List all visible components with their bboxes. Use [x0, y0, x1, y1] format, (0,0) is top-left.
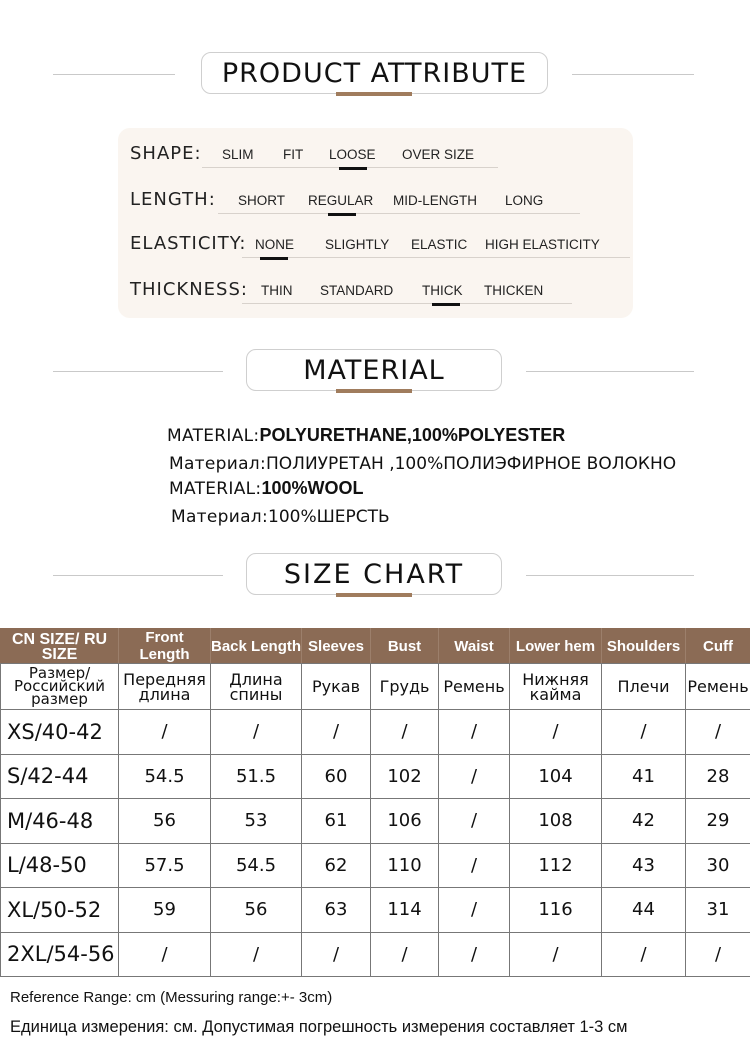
measurement-cell: /	[439, 710, 510, 755]
product-attribute-banner	[0, 44, 750, 104]
measurement-cell: 108	[510, 799, 602, 844]
measurement-cell: /	[510, 932, 602, 977]
table-row	[1, 888, 750, 933]
column-header: Front Length	[119, 629, 211, 664]
measurement-cell: 62	[302, 843, 371, 888]
title-accent-bar	[336, 389, 412, 393]
divider-left	[53, 575, 223, 576]
attribute-option-selected: NONE	[255, 237, 295, 252]
measurement-cell: 53	[211, 799, 302, 844]
measurement-cell: /	[602, 710, 686, 755]
measurement-cell: /	[439, 888, 510, 933]
size-cell: 2XL/54-56	[1, 932, 119, 977]
divider-right	[572, 74, 694, 75]
divider-right	[526, 371, 694, 372]
section-title-size-chart: SIZE CHART	[246, 553, 502, 595]
measurement-cell: 41	[602, 754, 686, 799]
attribute-label: SHAPE:	[130, 143, 202, 164]
attribute-rule	[218, 213, 580, 214]
measurement-cell: /	[119, 932, 211, 977]
column-header: Sleeves	[302, 629, 371, 664]
attribute-option-selected: THICK	[422, 283, 463, 298]
material-line	[169, 453, 676, 474]
attribute-row-shape	[130, 138, 630, 168]
title-accent-bar	[336, 92, 412, 96]
attribute-option: MID-LENGTH	[393, 193, 477, 208]
material-banner	[0, 341, 750, 401]
material-key: Материал:	[171, 507, 268, 527]
reference-range-note: Reference Range: cm (Messuring range:+- 3cm)	[10, 989, 333, 1006]
material-line	[167, 425, 565, 446]
attribute-row-elasticity	[130, 228, 630, 258]
column-header-ru: Грудь	[371, 664, 439, 710]
size-cell: XL/50-52	[1, 888, 119, 933]
attribute-option: STANDARD	[320, 283, 394, 298]
measurement-cell: 57.5	[119, 843, 211, 888]
attribute-option-selected: REGULAR	[308, 193, 374, 208]
measurement-cell: 114	[371, 888, 439, 933]
divider-right	[526, 575, 694, 576]
table-row	[1, 932, 750, 977]
divider-left	[53, 371, 223, 372]
measurement-cell: 60	[302, 754, 371, 799]
column-header-ru: Плечи	[602, 664, 686, 710]
measurement-cell: /	[686, 710, 750, 755]
measurement-cell: /	[439, 843, 510, 888]
attribute-option: LONG	[505, 193, 544, 208]
table-header-row-ru	[1, 664, 750, 710]
size-cell: L/48-50	[1, 843, 119, 888]
measurement-cell: /	[119, 710, 211, 755]
table-row	[1, 843, 750, 888]
size-chart-table	[0, 628, 750, 977]
measurement-cell: 44	[602, 888, 686, 933]
section-title-material: MATERIAL	[246, 349, 502, 391]
measurement-cell: 106	[371, 799, 439, 844]
measurement-cell: 31	[686, 888, 750, 933]
measurement-cell: 61	[302, 799, 371, 844]
attribute-option: SLIM	[222, 147, 254, 162]
attribute-label: ELASTICITY:	[130, 233, 247, 254]
measurement-cell: /	[302, 932, 371, 977]
column-header-ru: Передняя длина	[119, 664, 211, 710]
measurement-cell: 51.5	[211, 754, 302, 799]
table-row	[1, 754, 750, 799]
measurement-cell: 104	[510, 754, 602, 799]
measurement-cell: 42	[602, 799, 686, 844]
measurement-cell: 116	[510, 888, 602, 933]
measurement-cell: 56	[119, 799, 211, 844]
column-header-ru: Ремень	[439, 664, 510, 710]
attribute-option: FIT	[283, 147, 304, 162]
material-key: MATERIAL:	[167, 426, 260, 446]
attribute-row-length	[130, 184, 630, 214]
section-title-product-attribute: PRODUCT ATTRIBUTE	[201, 52, 548, 94]
measurement-cell: /	[211, 710, 302, 755]
measurement-cell: /	[510, 710, 602, 755]
attribute-option: SLIGHTLY	[325, 237, 390, 252]
material-value: POLYURETHANE,100%POLYESTER	[259, 425, 566, 445]
column-header: CN SIZE/ RU SIZE	[1, 629, 119, 664]
measurement-cell: 54.5	[211, 843, 302, 888]
measurement-cell: 29	[686, 799, 750, 844]
measurement-cell: /	[439, 799, 510, 844]
selected-marker	[432, 303, 460, 306]
attribute-option: THICKEN	[484, 283, 544, 298]
column-header-ru: Ремень	[686, 664, 750, 710]
attribute-option: THIN	[261, 283, 293, 298]
column-header: Cuff	[686, 629, 750, 664]
column-header: Shoulders	[602, 629, 686, 664]
material-key: Материал:	[169, 454, 266, 474]
column-header: Waist	[439, 629, 510, 664]
measurement-cell: /	[439, 754, 510, 799]
measurement-cell: /	[602, 932, 686, 977]
measurement-cell: 110	[371, 843, 439, 888]
attribute-option: ELASTIC	[411, 237, 468, 252]
measurement-cell: /	[211, 932, 302, 977]
column-header-ru: Рукав	[302, 664, 371, 710]
measurement-cell: /	[439, 932, 510, 977]
selected-marker	[260, 257, 288, 260]
attribute-option-selected: LOOSE	[329, 147, 376, 162]
attribute-option: SHORT	[238, 193, 286, 208]
measurement-cell: 112	[510, 843, 602, 888]
size-chart-banner	[0, 545, 750, 605]
measurement-cell: 43	[602, 843, 686, 888]
divider-left	[53, 74, 175, 75]
table-row	[1, 799, 750, 844]
attribute-option: HIGH ELASTICITY	[485, 237, 600, 252]
measurement-cell: 59	[119, 888, 211, 933]
size-cell: S/42-44	[1, 754, 119, 799]
table-row	[1, 710, 750, 755]
attribute-panel	[118, 128, 633, 318]
measurement-cell: 102	[371, 754, 439, 799]
measurement-cell: 54.5	[119, 754, 211, 799]
attribute-option: OVER SIZE	[402, 147, 475, 162]
column-header: Back Length	[211, 629, 302, 664]
selected-marker	[328, 213, 356, 216]
column-header: Lower hem	[510, 629, 602, 664]
attribute-rule	[242, 303, 572, 304]
column-header-ru: Размер/ Российский размер	[1, 664, 119, 710]
attribute-label: LENGTH:	[130, 189, 216, 210]
measurement-cell: 28	[686, 754, 750, 799]
column-header-ru: Нижняя кайма	[510, 664, 602, 710]
measurement-cell: 63	[302, 888, 371, 933]
size-cell: XS/40-42	[1, 710, 119, 755]
measurement-cell: /	[371, 932, 439, 977]
attribute-label: THICKNESS:	[130, 279, 248, 300]
column-header-ru: Длина спины	[211, 664, 302, 710]
attribute-row-thickness	[130, 274, 630, 304]
measurement-cell: 56	[211, 888, 302, 933]
selected-marker	[339, 167, 367, 170]
measurement-cell: /	[686, 932, 750, 977]
measurement-note-ru: Единица измерения: см. Допустимая погрешность измерения составляет 1-3 см	[10, 1018, 628, 1036]
material-line	[171, 506, 390, 527]
measurement-cell: /	[371, 710, 439, 755]
material-line	[169, 478, 364, 499]
measurement-cell: /	[302, 710, 371, 755]
attribute-rule	[242, 257, 630, 258]
size-cell: M/46-48	[1, 799, 119, 844]
material-key: MATERIAL:	[169, 479, 262, 499]
table-header-row-en	[1, 629, 750, 664]
column-header: Bust	[371, 629, 439, 664]
material-value: 100%WOOL	[261, 478, 364, 498]
title-accent-bar	[336, 593, 412, 597]
material-value: ПОЛИУРЕТАН ,100%ПОЛИЭФИРНОЕ ВОЛОКНО	[266, 454, 677, 474]
measurement-cell: 30	[686, 843, 750, 888]
material-value: 100%ШЕРСТЬ	[268, 507, 390, 527]
